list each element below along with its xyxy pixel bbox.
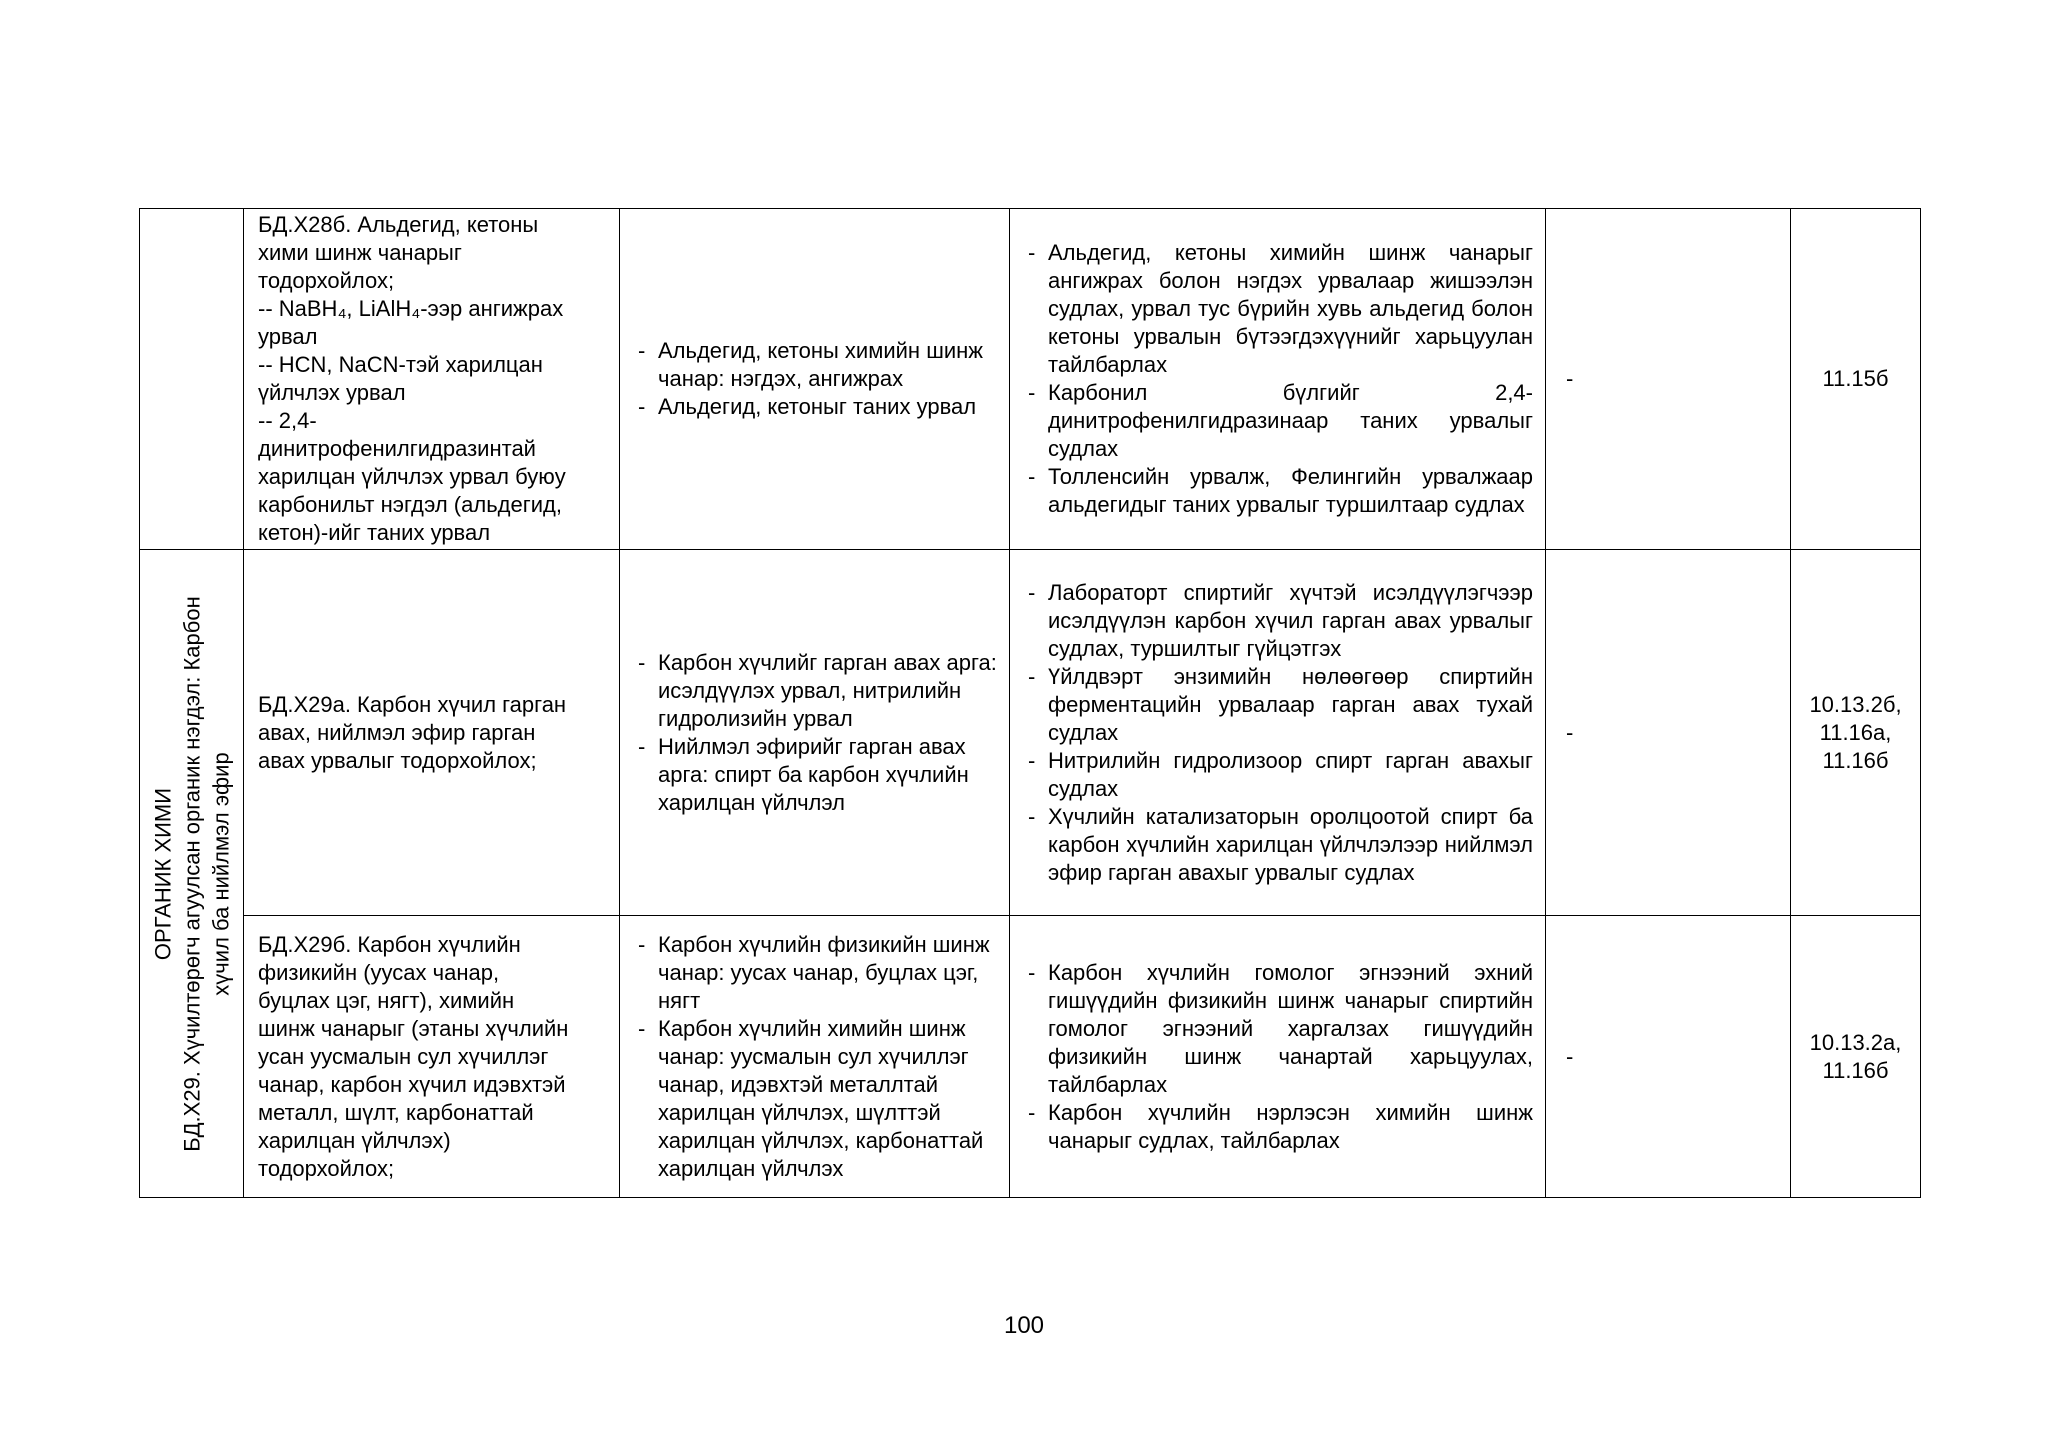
objective-line: -- HCN, NaCN-тэй харилцан (258, 352, 543, 377)
objective-line: авах урвалыг тодорхойлох; (258, 747, 537, 773)
objective-line: чанар, карбон хүчил идэвхтэй (258, 1071, 566, 1097)
activities-cell (1010, 916, 1546, 1198)
reference-cell (1791, 209, 1921, 550)
reference-code: 11.16а, (1819, 719, 1892, 745)
objective-line: БД.Х28б. Альдегид, кетоны (258, 212, 539, 237)
content-cell (620, 916, 1010, 1198)
objective-line: металл, шүлт, карбонаттай (258, 1099, 534, 1125)
content-list (638, 649, 1001, 817)
list-item: - Альдегид, кетоны химийн шинж чанар: нэгдэх, ангижрах (638, 337, 1001, 393)
objective-line: кетон)-ийг таних урвал (258, 520, 491, 545)
list-item: - Хүчлийн катализаторын оролцоотой спирт ба карбон хүчлийн харилцан үйлчлэлээр нийлмэл эфир гарган авахыг урвалыг судлах (1028, 803, 1533, 887)
reference-code: 10.13.2б, (1809, 691, 1902, 717)
subject-title: ОРГАНИК ХИМИ (150, 787, 175, 960)
objective-line: БД.Х29б. Карбон хүчлийн (258, 931, 521, 957)
integration-cell: - (1546, 550, 1791, 916)
objective-line: динитрофенилгидразинтай (258, 436, 536, 461)
reference-code: 11.15б (1822, 366, 1889, 391)
list-item: - Альдегид, кетоныг таних урвал (638, 393, 1001, 421)
objective-line: шинж чанарыг (этаны хүчлийн (258, 1015, 569, 1041)
objective-line: урвал (258, 324, 318, 349)
table-row (140, 209, 1921, 550)
reference-code: 11.16б (1822, 1057, 1889, 1083)
objective-line: -- 2,4- (258, 408, 317, 433)
objective-line: авах, нийлмэл эфир гарган (258, 719, 536, 745)
subject-cell-empty (140, 209, 244, 550)
list-item: - Толленсийн урвалж, Фелингийн урвалжаар альдегидыг таних урвалыг туршилтаар судлах (1028, 463, 1533, 519)
list-item: - Үйлдвэрт энзимийн нөлөөгөөр спиртийн ферментацийн урвалаар гарган авах тухай судлах (1028, 663, 1533, 747)
list-item: - Нийлмэл эфирийг гарган авах арга: спирт ба карбон хүчлийн харилцан үйлчлэл (638, 733, 1001, 817)
list-item: - Карбон хүчлийн физикийн шинж чанар: уусах чанар, буцлах цэг, нягт (638, 931, 1001, 1015)
reference-code: 10.13.2а, (1809, 1029, 1902, 1055)
curriculum-table (139, 208, 1921, 1198)
list-item: - Карбонил бүлгийг 2,4-динитрофенилгидразинаар таних урвалыг судлах (1028, 379, 1533, 463)
subject-label (148, 554, 235, 1194)
list-item: - Карбон хүчлийг гарган авах арга: исэлдүүлэх урвал, нитрилийн гидролизийн урвал (638, 649, 1001, 733)
objective-cell (244, 209, 620, 550)
objective-line: усан уусмалын сул хүчиллэг (258, 1043, 549, 1069)
reference-code: 11.16б (1822, 747, 1889, 773)
list-item: - Карбон хүчлийн гомолог эгнээний эхний гишүүдийн физикийн шинж чанарыг спиртийн гомолог эгнээний харгалзах гишүүдийн физикийн шинж чанартай харьцуулах, тайлбарлах (1028, 959, 1533, 1099)
list-item: - Карбон хүчлийн нэрлэсэн химийн шинж чанарыг судлах, тайлбарлах (1028, 1099, 1533, 1155)
page-number: 100 (1003, 1312, 1045, 1339)
objective-line: физикийн (уусах чанар, (258, 959, 500, 985)
objective-line: буцлах цэг, нягт), химийн (258, 987, 515, 1013)
list-item: - Альдегид, кетоны химийн шинж чанарыг ангижрах болон нэгдэх урвалаар жишээлэн судлах, урвал тус бүрийн хувь альдегид болон кетоны урвалын бүтээгдэхүүнийг харьцуулан тайлбарлах (1028, 239, 1533, 379)
objective-cell (244, 916, 620, 1198)
subject-topic-cont: хүчил ба нийлмэл эфир (208, 751, 233, 996)
content-cell (620, 209, 1010, 550)
activities-cell (1010, 550, 1546, 916)
reference-cell (1791, 916, 1921, 1198)
objective-line: харилцан үйлчлэх) (258, 1127, 451, 1153)
integration-cell: - (1546, 916, 1791, 1198)
objective-line: тодорхойлох; (258, 1155, 395, 1181)
subject-topic: БД.Х29. Хүчилтөрөгч агуулсан органик нэгдэл: Карбон (179, 595, 204, 1152)
content-list (638, 931, 1001, 1183)
objective-line: үйлчлэх урвал (258, 380, 406, 405)
list-item: - Карбон хүчлийн химийн шинж чанар: уусмалын сул хүчиллэг чанар, идэвхтэй металлтай харилцан үйлчлэх, шүлттэй харилцан үйлчлэх, карбонаттай харилцан үйлчлэх (638, 1015, 1001, 1183)
subject-cell (140, 550, 244, 1198)
activities-cell (1010, 209, 1546, 550)
content-list (638, 337, 1001, 421)
objective-line: харилцан үйлчлэх урвал буюу (258, 464, 566, 489)
activities-list (1028, 239, 1533, 519)
activities-list (1028, 959, 1533, 1155)
activities-list (1028, 579, 1533, 887)
objective-line: тодорхойлох; (258, 268, 395, 293)
objective-line: карбонильт нэгдэл (альдегид, (258, 492, 563, 517)
content-cell (620, 550, 1010, 916)
list-item: - Нитрилийн гидролизоор спирт гарган авахыг судлах (1028, 747, 1533, 803)
table-row (140, 916, 1921, 1198)
integration-cell: - (1546, 209, 1791, 550)
objective-line: -- NaBH₄, LiAlH₄-ээр ангижрах (258, 296, 564, 321)
objective-line: хими шинж чанарыг (258, 240, 462, 265)
objective-line: БД.Х29а. Карбон хүчил гарган (258, 691, 567, 717)
table-row (140, 550, 1921, 916)
list-item: - Лабораторт спиртийг хүчтэй исэлдүүлэгчээр исэлдүүлэн карбон хүчил гарган авах урвалыг судлах, туршилтыг гүйцэтгэх (1028, 579, 1533, 663)
objective-cell (244, 550, 620, 916)
reference-cell (1791, 550, 1921, 916)
